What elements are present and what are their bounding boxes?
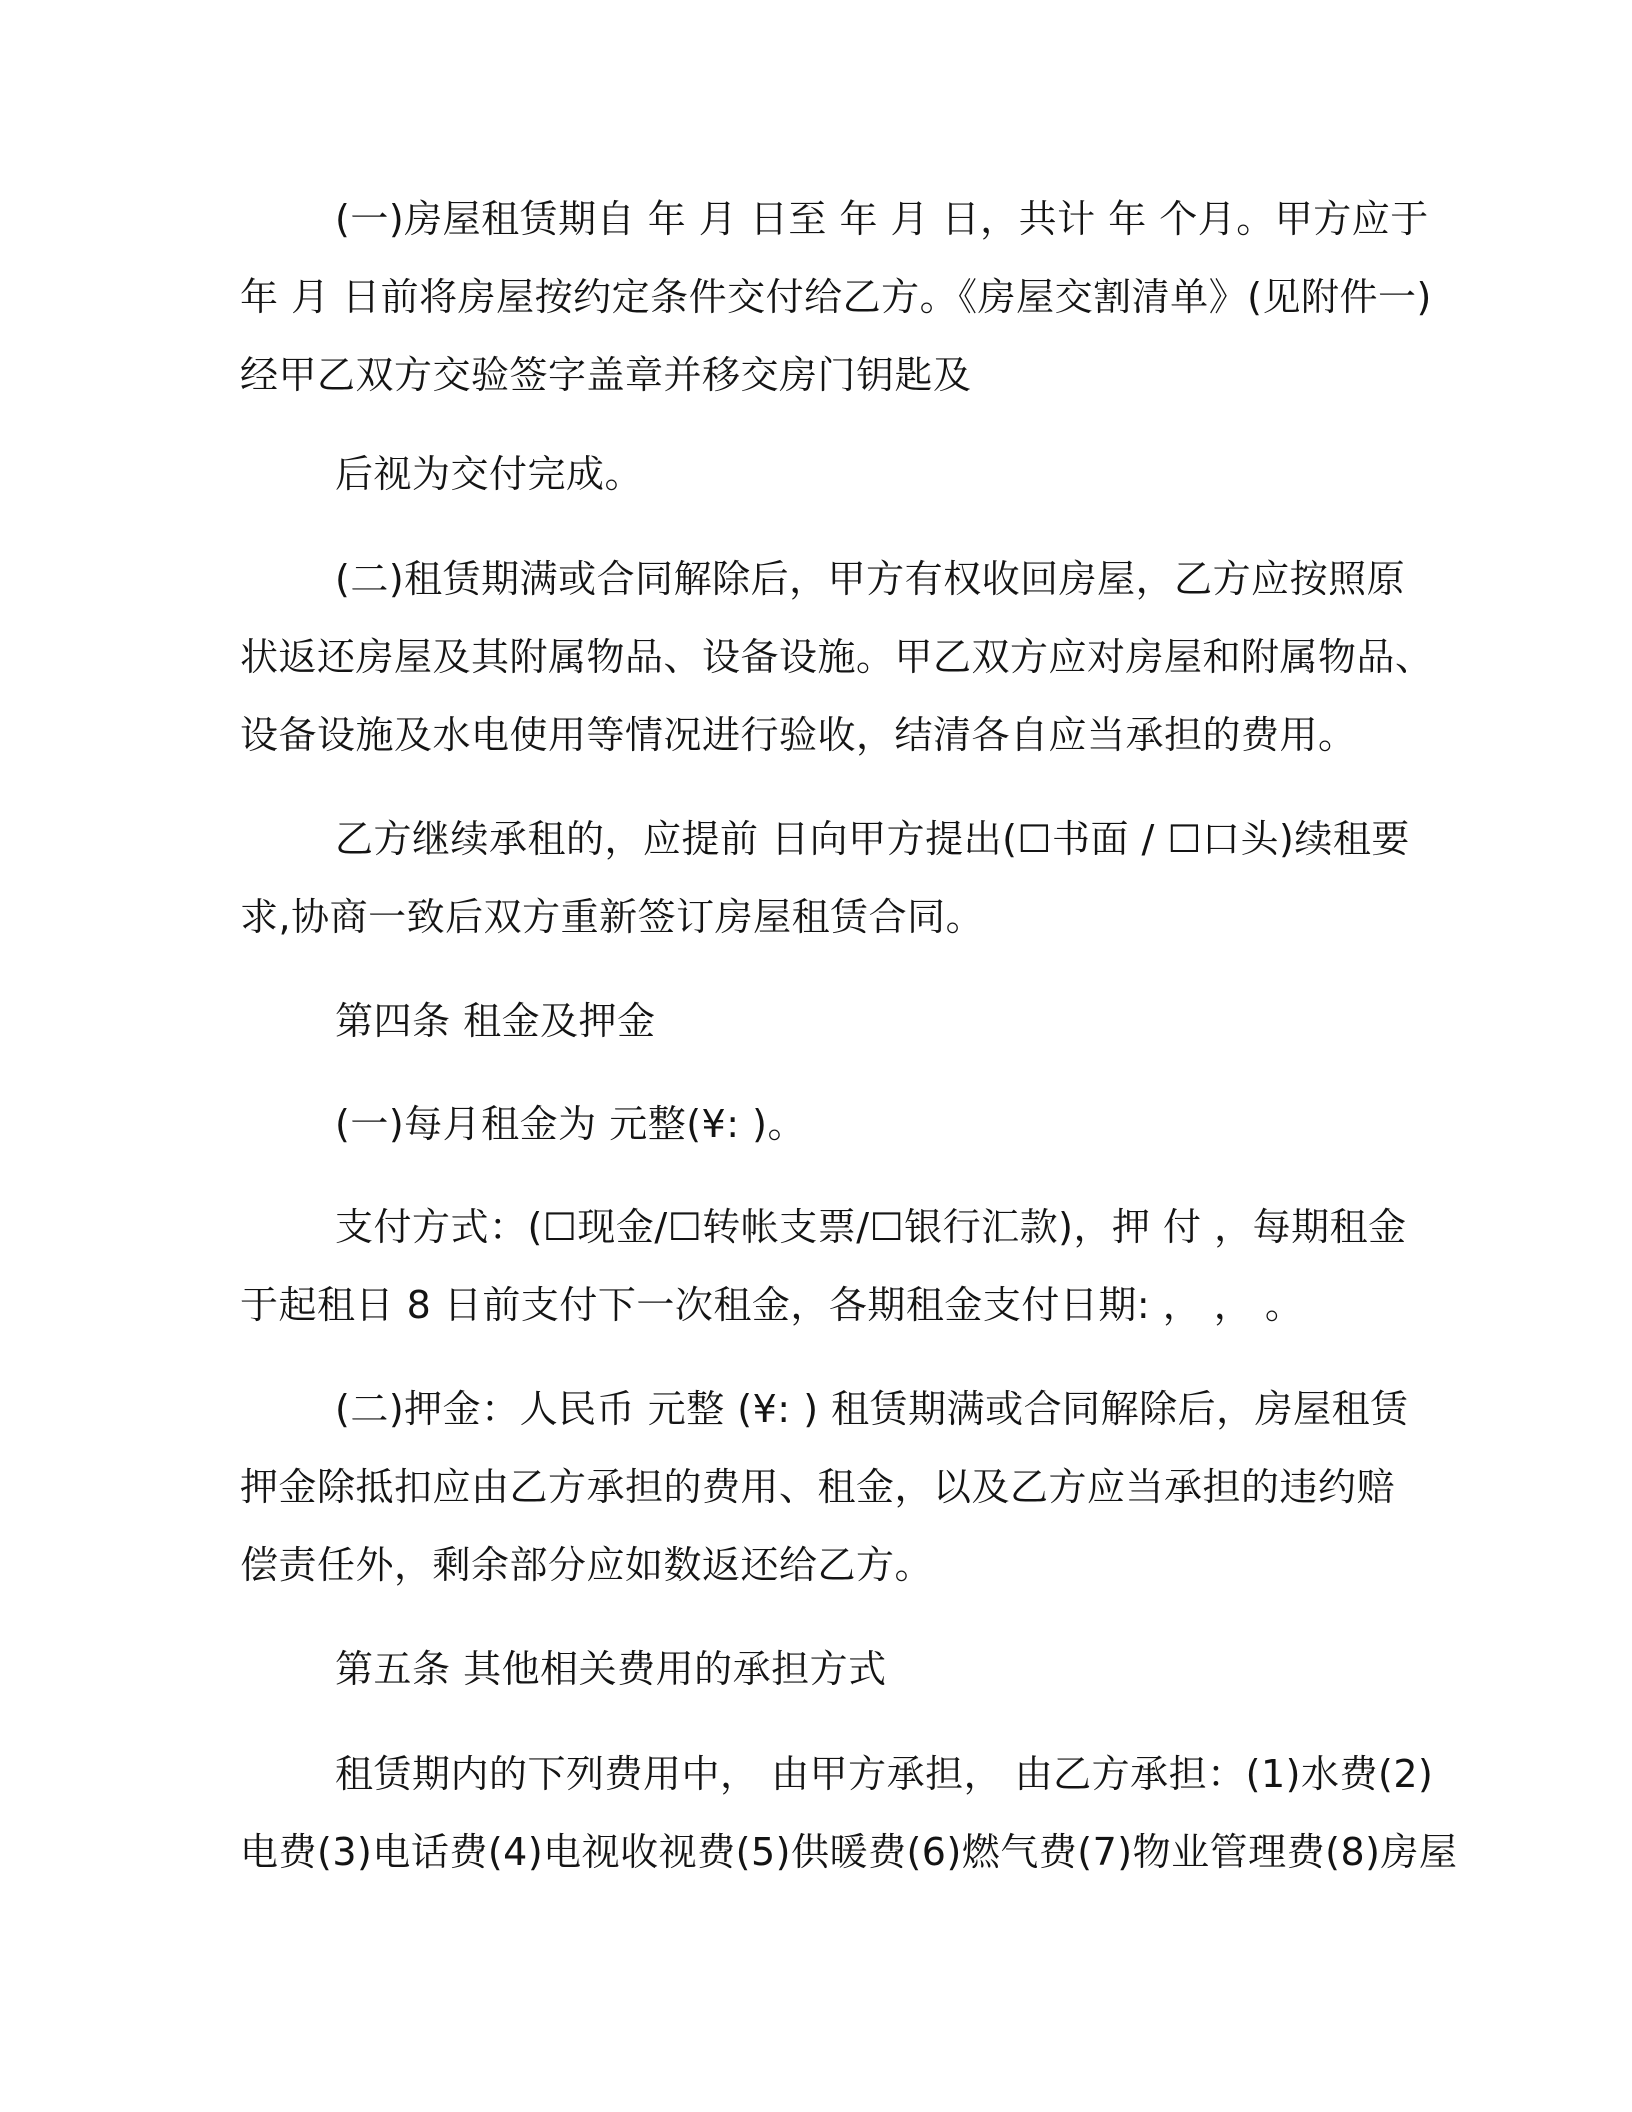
- text-line: 经甲乙双方交验签字盖章并移交房门钥匙及: [240, 353, 972, 397]
- heading-article-5: [240, 1630, 1410, 1708]
- paragraph-delivery-complete: [240, 435, 1410, 513]
- text-line: 偿责任外，剩余部分应如数返还给乙方。: [240, 1543, 934, 1587]
- paragraph-renewal: [240, 800, 1410, 956]
- text-line: 电费(3)电话费(4)电视收视费(5)供暖费(6)燃气费(7)物业管理费(8)房屋: [240, 1830, 1458, 1874]
- section-heading: 第五条 其他相关费用的承担方式: [335, 1647, 887, 1691]
- text-line: 后视为交付完成。: [335, 452, 644, 496]
- paragraph-deposit: [240, 1370, 1410, 1604]
- text-line: 支付方式：(☐现金/☐转帐支票/☐银行汇款)，押 付 ，每期租金: [335, 1205, 1407, 1249]
- text-line: 设备设施及水电使用等情况进行验收，结清各自应当承担的费用。: [240, 713, 1357, 757]
- paragraph-monthly-rent: [240, 1085, 1410, 1163]
- text-line: 押金除抵扣应由乙方承担的费用、租金，以及乙方应当承担的违约赔: [240, 1465, 1396, 1509]
- text-line: (一)每月租金为 元整(¥: )。: [335, 1102, 806, 1146]
- text-line: 年 月 日前将房屋按约定条件交付给乙方。《房屋交割清单》(见附件一): [240, 275, 1432, 319]
- paragraph-payment-method: [240, 1188, 1410, 1344]
- paragraph-lease-term: [240, 180, 1432, 414]
- text-line: 租赁期内的下列费用中， 由甲方承担， 由乙方承担：(1)水费(2): [335, 1752, 1434, 1796]
- text-line: 状返还房屋及其附属物品、设备设施。甲乙双方应对房屋和附属物品、: [240, 635, 1434, 679]
- paragraph-lease-expiry: [240, 540, 1434, 774]
- text-line: (二)押金：人民币 元整 (¥: ) 租赁期满或合同解除后，房屋租赁: [335, 1387, 1409, 1431]
- paragraph-expense-allocation: [240, 1735, 1458, 1891]
- text-line: (二)租赁期满或合同解除后，甲方有权收回房屋，乙方应按照原: [335, 557, 1406, 601]
- text-line: 于起租日 8 日前支付下一次租金，各期租金支付日期: ， ， 。: [240, 1283, 1304, 1327]
- section-heading: 第四条 租金及押金: [335, 999, 656, 1043]
- text-line: 求,协商一致后双方重新签订房屋租赁合同。: [240, 895, 985, 939]
- text-line: (一)房屋租赁期自 年 月 日至 年 月 日，共计 年 个月。甲方应于: [335, 197, 1429, 241]
- heading-article-4: [240, 982, 1410, 1060]
- text-line: 乙方继续承租的，应提前 日向甲方提出(☐书面 / ☐口头)续租要: [335, 817, 1410, 861]
